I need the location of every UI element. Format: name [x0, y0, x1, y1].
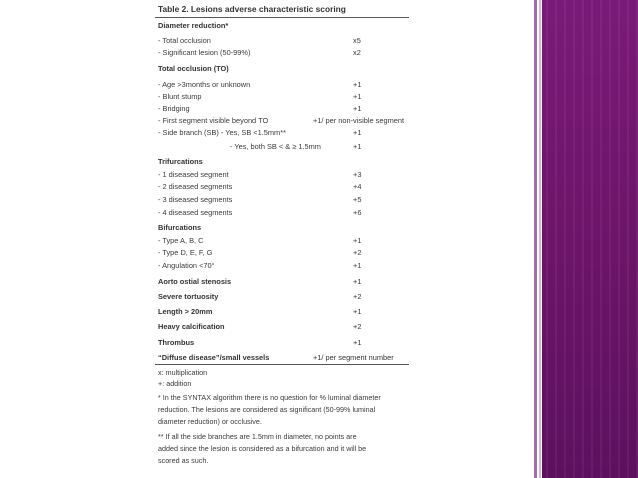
- table-row: - Type D, E, F, G +2: [158, 248, 362, 257]
- table-row: - 3 diseased segments +5: [158, 195, 362, 204]
- table-title: Table 2. Lesions adverse characteristic scoring: [158, 4, 346, 14]
- footnote-2: scored as such.: [158, 456, 209, 465]
- decorative-line: [534, 0, 537, 478]
- footnote-2: ** If all the side branches are 1.5mm in diameter, no points are: [158, 432, 357, 441]
- footnote-1: reduction. The lesions are considered as significant (50-99% luminal: [158, 405, 376, 414]
- bottom-rule: [155, 364, 409, 365]
- table-row: - Angulation <70° +1: [158, 261, 362, 270]
- decorative-stripes: [546, 0, 638, 478]
- table-row: - Age >3months or unknown +1: [158, 80, 362, 89]
- table-row: “Diffuse disease”/small vessels +1/ per segment number: [158, 353, 394, 362]
- table-row: - Type A, B, C +1: [158, 236, 362, 245]
- decorative-line: [539, 0, 541, 478]
- footnote-legend-plus: +: addition: [158, 379, 192, 388]
- table-row: Aorto ostial stenosis +1: [158, 277, 362, 286]
- table-row: - Side branch (SB) - Yes, SB <1.5mm** +1: [158, 128, 362, 137]
- section-header: Diameter reduction*: [158, 21, 229, 30]
- table-row: - Yes, both SB < & ≥ 1.5mm +1: [230, 142, 362, 151]
- section-header: Total occlusion (TO): [158, 64, 229, 73]
- section-header: Bifurcations: [158, 223, 202, 232]
- footnote-2: added since the lesion is considered as a bifurcation and it will be: [158, 444, 367, 453]
- table-row: - First segment visible beyond TO +1/ per non-visible segment: [158, 116, 404, 125]
- table-row: - Blunt stump +1: [158, 92, 362, 101]
- table-row: Heavy calcification +2: [158, 322, 362, 331]
- table-row: Severe tortuosity +2: [158, 292, 362, 301]
- table-row: Length > 20mm +1: [158, 307, 362, 316]
- table-row: - 1 diseased segment +3: [158, 170, 362, 179]
- footnote-1: * In the SYNTAX algorithm there is no question for % luminal diameter: [158, 393, 381, 402]
- footnote-1: diameter reduction) or occlusive.: [158, 417, 262, 426]
- table-row: Thrombus +1: [158, 338, 362, 347]
- table-row: - Significant lesion (50-99%) x2: [158, 48, 361, 57]
- section-header: Trifurcations: [158, 157, 203, 166]
- table-row: - 4 diseased segments +6: [158, 208, 362, 217]
- scoring-table: [155, 0, 410, 478]
- table-row: - Bridging +1: [158, 104, 362, 113]
- table-row: - Total occlusion x5: [158, 36, 361, 45]
- table-row: - 2 diseased segments +4: [158, 182, 362, 191]
- title-rule: [155, 17, 409, 18]
- footnote-legend-x: x: multiplication: [158, 368, 208, 377]
